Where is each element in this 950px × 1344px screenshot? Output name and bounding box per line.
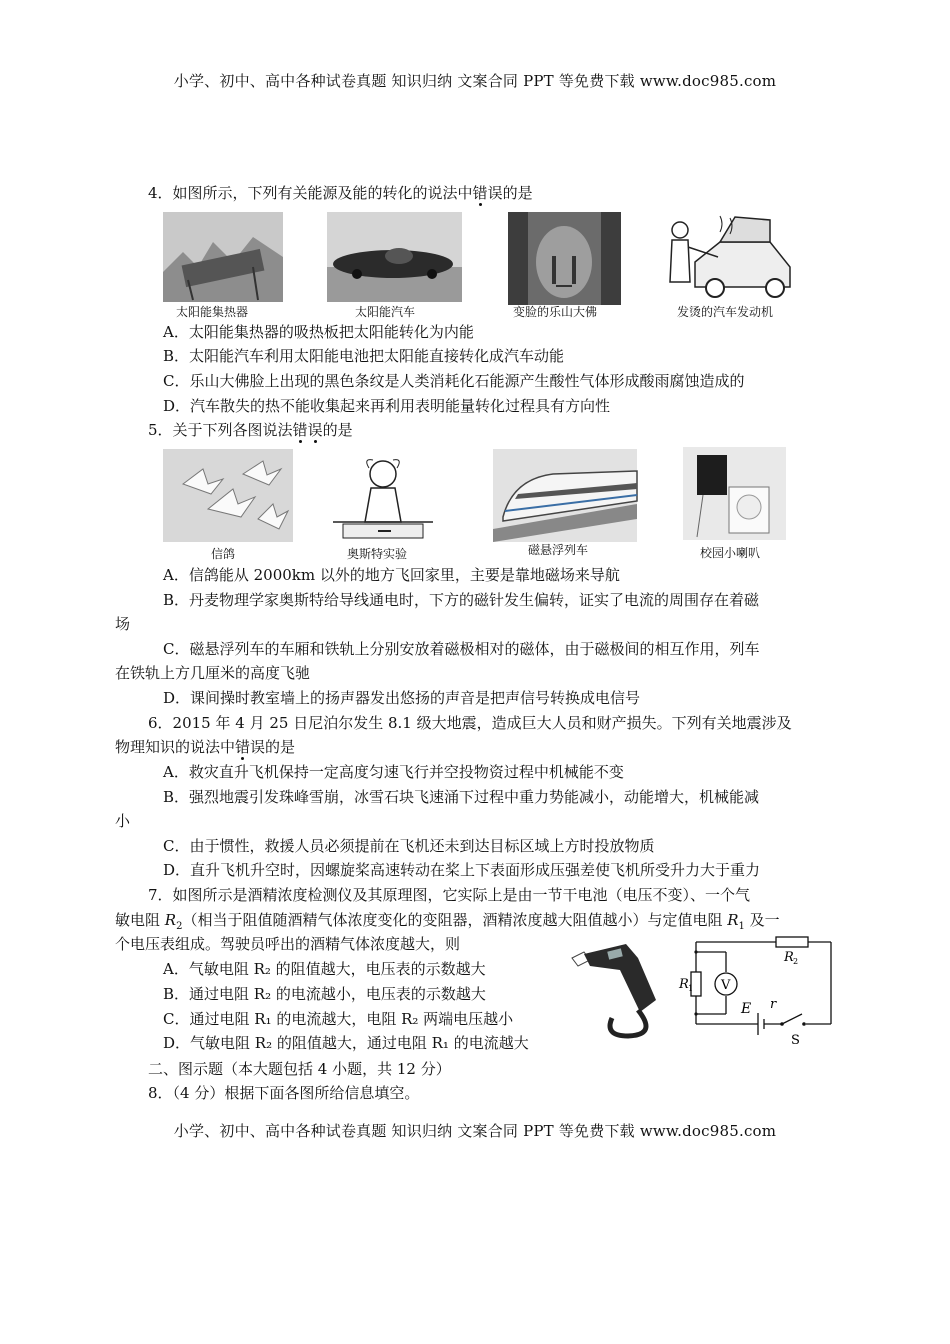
q5-option-b: B．丹麦物理学家奥斯特给导线通电时，下方的磁针发生偏转，证实了电流的周围存在着磁 xyxy=(163,591,760,609)
breathalyzer-image xyxy=(568,940,676,1040)
leshan-buddha-image xyxy=(508,212,621,305)
page-footer: 小学、初中、高中各种试卷真题 知识归纳 文案合同 PPT 等免费下载 www.doc985.com xyxy=(173,1122,777,1140)
q7-option-b: B．通过电阻 R₂ 的电流越小，电压表的示数越大 xyxy=(163,985,486,1003)
school-speaker-image xyxy=(683,447,786,540)
q5-option-b-cont: 场 xyxy=(115,615,131,633)
q7-option-c: C．通过电阻 R₁ 的电流越大，电阻 R₂ 两端电压越小 xyxy=(163,1010,514,1028)
q7-stem: 7．如图所示是酒精浓度检测仪及其原理图，它实际上是由一节干电池（电压不变）、一个气 xyxy=(148,886,751,904)
q6-stem-cont: 物理知识的说法中错误的是 xyxy=(115,738,296,756)
caption-speaker: 校园小喇叭 xyxy=(700,546,761,560)
voltmeter-label: V xyxy=(721,978,731,993)
q5-option-d: D．课间操时教室墙上的扬声器发出悠扬的声音是把声信号转换成电信号 xyxy=(163,689,641,707)
q6-option-c: C．由于惯性，救援人员必须提前在飞机还未到达目标区域上方时投放物质 xyxy=(163,837,655,855)
pigeons-image xyxy=(163,449,293,542)
q4-option-d: D．汽车散失的热不能收集起来再利用表明能量转化过程具有方向性 xyxy=(163,397,611,415)
caption-car-engine: 发烫的汽车发动机 xyxy=(677,305,774,319)
caption-pigeons: 信鸽 xyxy=(211,547,236,561)
r1-label: R xyxy=(679,977,689,992)
q5-stem: 5．关于下列各图说法错误的是 xyxy=(148,421,353,439)
caption-oersted: 奥斯特实验 xyxy=(347,547,408,561)
switch-label: S xyxy=(791,1033,800,1048)
solar-car-image xyxy=(327,212,462,302)
q4-option-c: C．乐山大佛脸上出现的黑色条纹是人类消耗化石能源产生酸性气体形成酸雨腐蚀造成的 xyxy=(163,372,745,390)
q6-option-b-cont: 小 xyxy=(115,812,131,830)
caption-solar-car: 太阳能汽车 xyxy=(355,305,416,319)
caption-maglev: 磁悬浮列车 xyxy=(528,543,589,557)
q7-stem-cont: 敏电阻 $R_2$（相当于阻值随酒精气体浓度变化的变阻器，酒精浓度越大阻值越小）与定值电阻 $R_1$ 及一 xyxy=(115,911,780,932)
section2-title: 二、图示题（本大题包括 4 小题，共 12 分） xyxy=(148,1060,451,1078)
circuit-diagram xyxy=(678,932,838,1048)
q4-option-b: B．太阳能汽车利用太阳能电池把太阳能直接转化成汽车动能 xyxy=(163,347,565,365)
r2-label: R xyxy=(784,950,794,965)
internal-resistance-label: r xyxy=(770,997,777,1012)
oersted-experiment-image xyxy=(333,452,433,545)
page-header: 小学、初中、高中各种试卷真题 知识归纳 文案合同 PPT 等免费下载 www.doc985.com xyxy=(173,72,777,90)
q4-stem: 4．如图所示，下列有关能源及能的转化的说法中错误的是 xyxy=(148,184,533,202)
q6-option-d: D．直升飞机升空时，因螺旋桨高速转动在桨上下表面形成压强差使飞机所受升力大于重力 xyxy=(163,861,761,879)
caption-solar-collector: 太阳能集热器 xyxy=(176,305,249,319)
r1-subscript: 1 xyxy=(688,984,694,993)
q5-option-c-cont: 在铁轨上方几厘米的高度飞驰 xyxy=(115,664,311,682)
battery-label: E xyxy=(741,1001,752,1017)
car-engine-image xyxy=(660,212,795,302)
q5-option-c: C．磁悬浮列车的车厢和铁轨上分别安放着磁极相对的磁体，由于磁极间的相互作用，列车 xyxy=(163,640,760,658)
q6-option-b: B．强烈地震引发珠峰雪崩，冰雪石块飞速涌下过程中重力势能减小，动能增大，机械能减 xyxy=(163,788,760,806)
q6-stem: 6．2015 年 4 月 25 日尼泊尔发生 8.1 级大地震，造成巨大人员和财产损失。下列有关地震涉及 xyxy=(148,714,792,732)
q7-option-d: D．气敏电阻 R₂ 的阻值越大，通过电阻 R₁ 的电流越大 xyxy=(163,1034,529,1052)
caption-leshan-buddha: 变脸的乐山大佛 xyxy=(513,305,598,319)
q8-stem: 8．（4 分）根据下面各图所给信息填空。 xyxy=(148,1084,420,1102)
r2-subscript: 2 xyxy=(793,957,799,966)
q7-option-a: A．气敏电阻 R₂ 的阻值越大，电压表的示数越大 xyxy=(163,960,486,978)
q7-stem-cont2: 个电压表组成。驾驶员呼出的酒精气体浓度越大，则 xyxy=(115,935,461,953)
maglev-train-image xyxy=(493,449,637,542)
q6-option-a: A．救灾直升飞机保持一定高度匀速飞行并空投物资过程中机械能不变 xyxy=(163,763,624,781)
q4-option-a: A．太阳能集热器的吸热板把太阳能转化为内能 xyxy=(163,323,474,341)
q5-option-a: A．信鸽能从 2000km 以外的地方飞回家里，主要是靠地磁场来导航 xyxy=(163,566,620,584)
solar-collector-image xyxy=(163,212,283,302)
